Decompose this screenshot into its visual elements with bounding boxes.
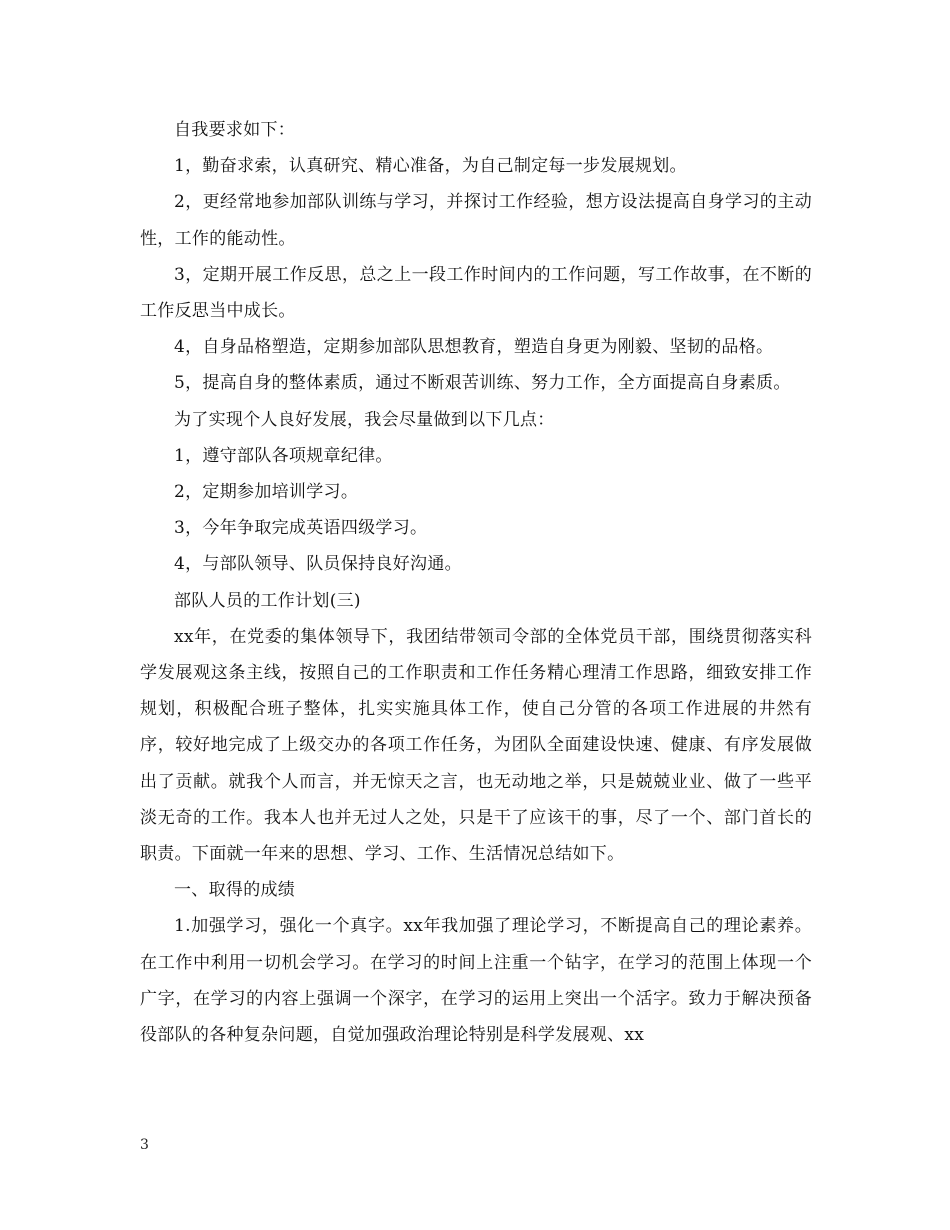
paragraph-development-heading: 为了实现个人良好发展，我会尽量做到以下几点： <box>174 409 555 430</box>
paragraph-self-requirements-heading: 自我要求如下： <box>174 120 296 140</box>
paragraph-point-3: 3，今年争取完成英语四级学习。 <box>174 518 428 539</box>
paragraph-point-4: 4，与部队领导、队员保持良好沟通。 <box>174 554 462 575</box>
paragraph-point-1: 1，遵守部队各项规章纪律。 <box>174 445 393 466</box>
paragraph-requirement-3: 3，定期开展工作反思，总之上一段工作时间内的工作问题，写工作故事，在不断的工作反思当中成长。 <box>140 264 812 322</box>
paragraph-requirement-1: 1，勤奋求索，认真研究、精心准备，为自己制定每一步发展规划。 <box>174 156 687 177</box>
paragraph-annual-summary: xx年，在党委的集体领导下，我团结带领司令部的全体党员干部，围绕贯彻落实科学发展观这条主线，按照自己的工作职责和工作任务精心理清工作思路，细致安排工作规划，积极配合班子整体，扎实实施具体工作，使自己分管的各项工作进展的井然有序，较好地完成了上级交办的各项工作任务，为团队全面建设快速、健康、有序发展做出了贡献。就我个人而言，并无惊天之言，也无动地之举，只是兢兢业业、做了一些平淡无奇的工作。我本人也并无过人之处，只是干了应该干的事，尽了一个、部门首长的职责。下面就一年来的思想、学习、工作、生活情况总结如下。 <box>140 626 812 865</box>
paragraph-requirement-5: 5，提高自身的整体素质，通过不断艰苦训练、努力工作，全方面提高自身素质。 <box>174 373 791 394</box>
page-number: 3 <box>140 1137 149 1153</box>
paragraph-requirement-4: 4，自身品格塑造，定期参加部队思想教育，塑造自身更为刚毅、坚韧的品格。 <box>174 337 774 358</box>
document-body <box>140 112 812 1053</box>
section-title-work-plan-3: 部队人员的工作计划(三) <box>174 590 361 611</box>
paragraph-point-2: 2，定期参加培训学习。 <box>174 482 359 503</box>
paragraph-requirement-2: 2，更经常地参加部队训练与学习，并探讨工作经验，想方设法提高自身学习的主动性，工作的能动性。 <box>140 192 812 249</box>
paragraph-achievement-1: 1.加强学习，强化一个真字。xx年我加强了理论学习，不断提高自己的理论素养。在工作中利用一切机会学习。在学习的时间上注重一个钻字，在学习的范围上体现一个广字，在学习的内容上强调一个深字，在学习的运用上突出一个活字。致力于解决预备役部队的各种复杂问题，自觉加强政治理论特别是科学发展观、xx <box>140 916 812 1046</box>
section-heading-achievements: 一、取得的成绩 <box>174 880 296 901</box>
